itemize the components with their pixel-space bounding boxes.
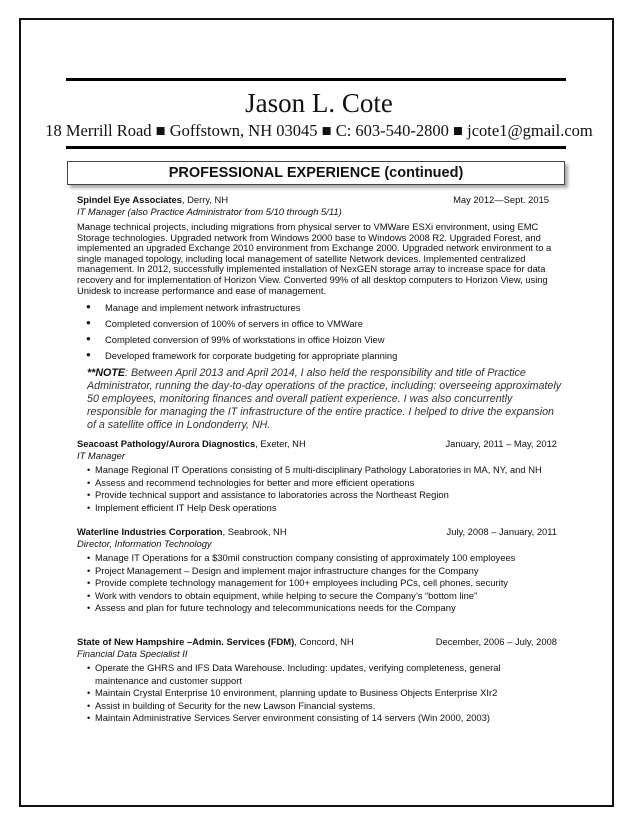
section-title: PROFESSIONAL EXPERIENCE (continued) xyxy=(67,161,565,185)
company-location: , Derry, NH xyxy=(181,194,229,205)
company-location: , Exeter, NH xyxy=(255,438,306,449)
job-title: Financial Data Specialist II xyxy=(77,648,188,659)
job-entry xyxy=(77,194,557,364)
job-bullets xyxy=(77,464,557,514)
job-header xyxy=(77,438,557,450)
job-employer xyxy=(77,636,354,648)
practice-admin-note xyxy=(87,367,562,432)
job-bullet: ● Completed conversion of 99% of workstations in office Hoizon View xyxy=(77,332,557,348)
job-bullet: • Manage IT Operations for a $30mil construction company consisting of approximately 100 employees xyxy=(77,552,557,565)
job-dates: January, 2011 – May, 2012 xyxy=(445,438,557,449)
company-name: Waterline Industries Corporation xyxy=(77,526,223,537)
job-bullet: • Assess and recommend technologies for better and more efficient operations xyxy=(77,477,557,490)
job-bullet: • Implement efficient IT Help Desk operations xyxy=(77,502,557,515)
job-entry xyxy=(77,526,557,615)
job-title: IT Manager (also Practice Administrator from 5/10 through 5/11) xyxy=(77,206,342,217)
note-label: **NOTE xyxy=(87,367,126,379)
job-bullet: • Work with vendors to obtain equipment, while helping to secure the Company’s “bottom line” xyxy=(77,590,557,603)
job-header xyxy=(77,526,557,538)
top-rule xyxy=(66,78,566,81)
job-dates: July, 2008 – January, 2011 xyxy=(446,526,557,537)
job-title: IT Manager xyxy=(77,450,125,461)
header-rule xyxy=(66,146,566,149)
job-bullets xyxy=(77,662,547,725)
job-entry xyxy=(77,636,557,725)
job-bullet: ● Manage and implement network infrastructures xyxy=(77,300,557,316)
company-location: , Concord, NH xyxy=(294,636,354,647)
job-bullet: • Operate the GHRS and IFS Data Warehouse. Including: updates, verifying completeness, general maintenance and customer support xyxy=(77,662,547,687)
company-name: State of New Hampshire –Admin. Services (FDM) xyxy=(77,636,295,647)
job-bullet: ● Developed framework for corporate budgeting for appropriate planning xyxy=(77,348,557,364)
job-bullet: • Provide complete technology management for 100+ employees including PCs, cell phones, security xyxy=(77,577,557,590)
job-header xyxy=(77,194,557,206)
job-employer xyxy=(77,526,287,538)
job-entry xyxy=(77,438,557,514)
job-description: Manage technical projects, including migrations from physical server to VMWare ESXi environment, using EMC Storage technologies. Upgraded network from Windows 2000 base to Windows 2008 R2. Upgraded Forest, and implemented an upgraded Exchange 2010 environment from Exchange 2000. Upgraded network environment to a single managed topology, including local management of satellite Network devices. Implemented centralized management. In 2012, successfully implemented installation of NexGEN storage array to increase space for data recovery and for implementation of Horizon View. Converted 99% of all desktop computers to Horizon View, using Unidesk to increase performance and ease of management. xyxy=(77,221,552,296)
company-name: Spindel Eye Associates xyxy=(77,194,182,205)
job-title: Director, Information Technology xyxy=(77,538,212,549)
note-text: : Between April 2013 and April 2014, I also held the responsibility and title of Practice Administrator, running the day-to-day operations of the practice, including: overseeing approximately 50 employees, monitoring finances and overall patient experience. I was also concurrently responsible for managing the IT infrastructure of the entire practice. I helped to drive the expansion of a satellite office in Londonderry, NH. xyxy=(87,367,562,431)
job-bullet: ● Completed conversion of 100% of servers in office to VMWare xyxy=(77,316,557,332)
job-bullet: • Manage Regional IT Operations consisting of 5 multi-disciplinary Pathology Laboratories in MA, NY, and NH xyxy=(77,464,557,477)
job-bullet: • Assess and plan for future technology and telecommunications needs for the Company xyxy=(77,602,557,615)
contact-line: 18 Merrill Road ■ Goffstown, NH 03045 ■ C: 603-540-2800 ■ jcote1@gmail.com xyxy=(45,121,593,140)
job-dates: December, 2006 – July, 2008 xyxy=(435,636,557,647)
company-name: Seacoast Pathology/Aurora Diagnostics xyxy=(77,438,256,449)
job-bullet: • Maintain Crystal Enterprise 10 environment, planning update to Business Objects Enterprise XIr2 xyxy=(77,687,547,700)
job-bullet: • Provide technical support and assistance to laboratories across the Northeast Region xyxy=(77,489,557,502)
job-header xyxy=(77,636,557,648)
job-bullets xyxy=(77,300,557,364)
job-employer xyxy=(77,194,228,206)
company-location: , Seabrook, NH xyxy=(222,526,287,537)
job-bullet: • Assist in building of Security for the new Lawson Financial systems. xyxy=(77,700,547,713)
job-dates: May 2012—Sept. 2015 xyxy=(453,194,549,205)
job-bullets xyxy=(77,552,557,615)
job-employer xyxy=(77,438,306,450)
job-bullet: • Project Management – Design and implement major infrastructure changes for the Company xyxy=(77,565,557,578)
job-bullet: • Maintain Administrative Services Server environment consisting of 14 servers (Win 2000, 2003) xyxy=(77,712,547,725)
candidate-name: Jason L. Cote xyxy=(245,88,393,118)
